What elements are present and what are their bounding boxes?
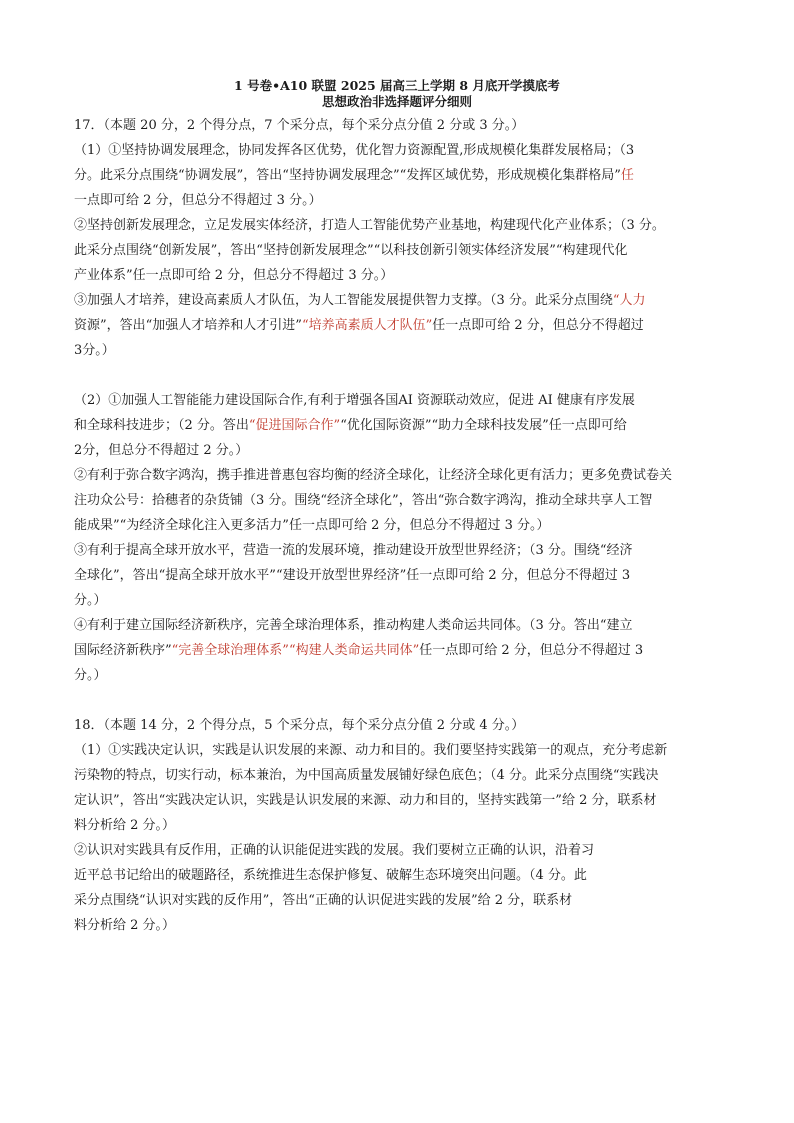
text-line [74, 138, 724, 163]
text-segment: 和全球科技进步；（2 分。答出 [74, 418, 249, 433]
text-line [74, 188, 724, 213]
highlighted-text: “人力 [612, 293, 646, 308]
text-segment: （1）①实践决定认识，实践是认识发展的来源、动力和目的。我们要坚持实践第一的观点，充分考虑新 [74, 743, 668, 758]
text-line [74, 213, 724, 238]
text-segment: 采分点围绕“认识对实践的反作用”，答出“正确的认识促进实践的发展”给 2 分，联系材 [74, 893, 573, 908]
text-segment: 料分析给 2 分。） [74, 918, 176, 933]
text-segment: 注功众公号：拾穗者的杂货铺（3 分。围绕“经济全球化”，答出“弥合数字鸿沟，推动全球共享人工智 [74, 493, 653, 508]
text-segment: 分。） [74, 668, 107, 683]
text-segment: ②坚持创新发展理念，立足发展实体经济，打造人工智能优势产业基地，构建现代化产业体系；（3 分。 [74, 218, 665, 233]
text-line [74, 538, 724, 563]
text-line [74, 838, 724, 863]
text-line [74, 313, 724, 338]
highlighted-text: “完善全球治理体系”“构建人类命运共同体” [171, 643, 420, 658]
text-segment: 产业体系”任一点即可给 2 分，但总分不得超过 3 分。） [74, 268, 394, 283]
text-line [74, 913, 724, 938]
text-line [74, 888, 724, 913]
text-segment: 定认识”，答出“实践决定认识，实践是认识发展的来源、动力和目的，坚持实践第一”给 2 分，联系材 [74, 793, 657, 808]
text-line [74, 488, 724, 513]
text-line [74, 663, 724, 688]
text-segment: 18．（本题 14 分，2 个得分点，5 个采分点，每个采分点分值 2 分或 4 分。） [74, 718, 525, 733]
text-line [74, 363, 724, 388]
document-subtitle: 思想政治非选择题评分细则 [321, 94, 472, 109]
text-line [74, 688, 724, 713]
text-line [74, 863, 724, 888]
highlighted-text: “促进国际合作” [248, 418, 341, 433]
text-segment: 资源”，答出“加强人才培养和人才引进” [74, 318, 302, 333]
text-segment: 近平总书记给出的破题路径，系统推进生态保护修复、破解生态环境突出问题。（4 分。此 [74, 868, 587, 883]
text-segment: （1）①坚持协调发展理念，协同发挥各区优势，优化智力资源配置,形成规模化集群发展格局；（3 [74, 143, 635, 158]
text-line [74, 638, 724, 663]
text-line [74, 388, 724, 413]
text-segment: 任一点即可给 2 分，但总分不得超过 [432, 318, 644, 333]
text-line [74, 238, 724, 263]
highlighted-text: “培养高素质人才队伍” [301, 318, 433, 333]
text-line [74, 288, 724, 313]
text-line [74, 413, 724, 438]
text-line [74, 738, 724, 763]
text-segment: 任一点即可给 2 分，但总分不得超过 3 [419, 643, 644, 658]
text-line [74, 338, 724, 363]
text-line [74, 438, 724, 463]
text-line [74, 813, 724, 838]
text-line [74, 513, 724, 538]
text-line [74, 163, 724, 188]
text-segment: （2）①加强人工智能能力建设国际合作,有利于增强各国AI 资源联动效应，促进 AI 健康有序发展 [74, 393, 635, 408]
text-segment: 此采分点围绕“创新发展”，答出“坚持创新发展理念”“以科技创新引领实体经济发展”“构建现代化 [74, 243, 628, 258]
text-segment: ②认识对实践具有反作用，正确的认识能促进实践的发展。我们要树立正确的认识，沿着习 [74, 843, 595, 858]
text-line [74, 713, 724, 738]
text-segment: 3分。） [74, 343, 115, 358]
text-line [74, 588, 724, 613]
scoring-rubric-body [74, 113, 724, 938]
text-line [74, 613, 724, 638]
text-segment: ③加强人才培养，建设高素质人才队伍，为人工智能发展提供智力支撑。（3 分。此采分点围绕 [74, 293, 613, 308]
highlighted-text: 任 [620, 168, 634, 183]
text-segment: 能成果”“为经济全球化注入更多活力”任一点即可给 2 分，但总分不得超过 3 分。） [74, 518, 550, 533]
text-line [74, 263, 724, 288]
text-segment: 料分析给 2 分。） [74, 818, 176, 833]
text-line [74, 788, 724, 813]
text-segment: 污染物的特点，切实行动，标本兼治，为中国高质量发展铺好绿色底色；（4 分。此采分点围绕“实践决 [74, 768, 659, 783]
document-title: 1 号卷•A10 联盟 2025 届高三上学期 8 月底开学摸底考 [234, 78, 560, 93]
text-line [74, 463, 724, 488]
text-line [74, 113, 724, 138]
text-segment: 全球化”，答出“提高全球开放水平”“建设开放型世界经济”任一点即可给 2 分，但总分不得超过 3 [74, 568, 631, 583]
text-segment: 17．（本题 20 分，2 个得分点，7 个采分点，每个采分点分值 2 分或 3 分。） [74, 118, 525, 133]
text-line [74, 763, 724, 788]
text-segment: ③有利于提高全球开放水平，营造一流的发展环境，推动建设开放型世界经济；（3 分。围绕“经济 [74, 543, 633, 558]
text-segment: “优化国际资源”“助力全球科技发展”任一点即可给 [340, 418, 627, 433]
text-segment: 分。） [74, 593, 107, 608]
text-line [74, 563, 724, 588]
text-segment: 国际经济新秩序” [74, 643, 172, 658]
text-segment: ②有利于弥合数字鸿沟，携手推进普惠包容均衡的经济全球化，让经济全球化更有活力；更多免费试卷关 [74, 468, 673, 483]
text-segment: 2分，但总分不得超过 2 分。） [74, 443, 249, 458]
text-segment: 分。此采分点围绕“协调发展”，答出“坚持协调发展理念”“发挥区域优势，形成规模化集群格局” [74, 168, 621, 183]
text-segment: ④有利于建立国际经济新秩序，完善全球治理体系，推动构建人类命运共同体。（3 分。答出“建立 [74, 618, 633, 633]
text-segment: 一点即可给 2 分，但总分不得超过 3 分。） [74, 193, 322, 208]
